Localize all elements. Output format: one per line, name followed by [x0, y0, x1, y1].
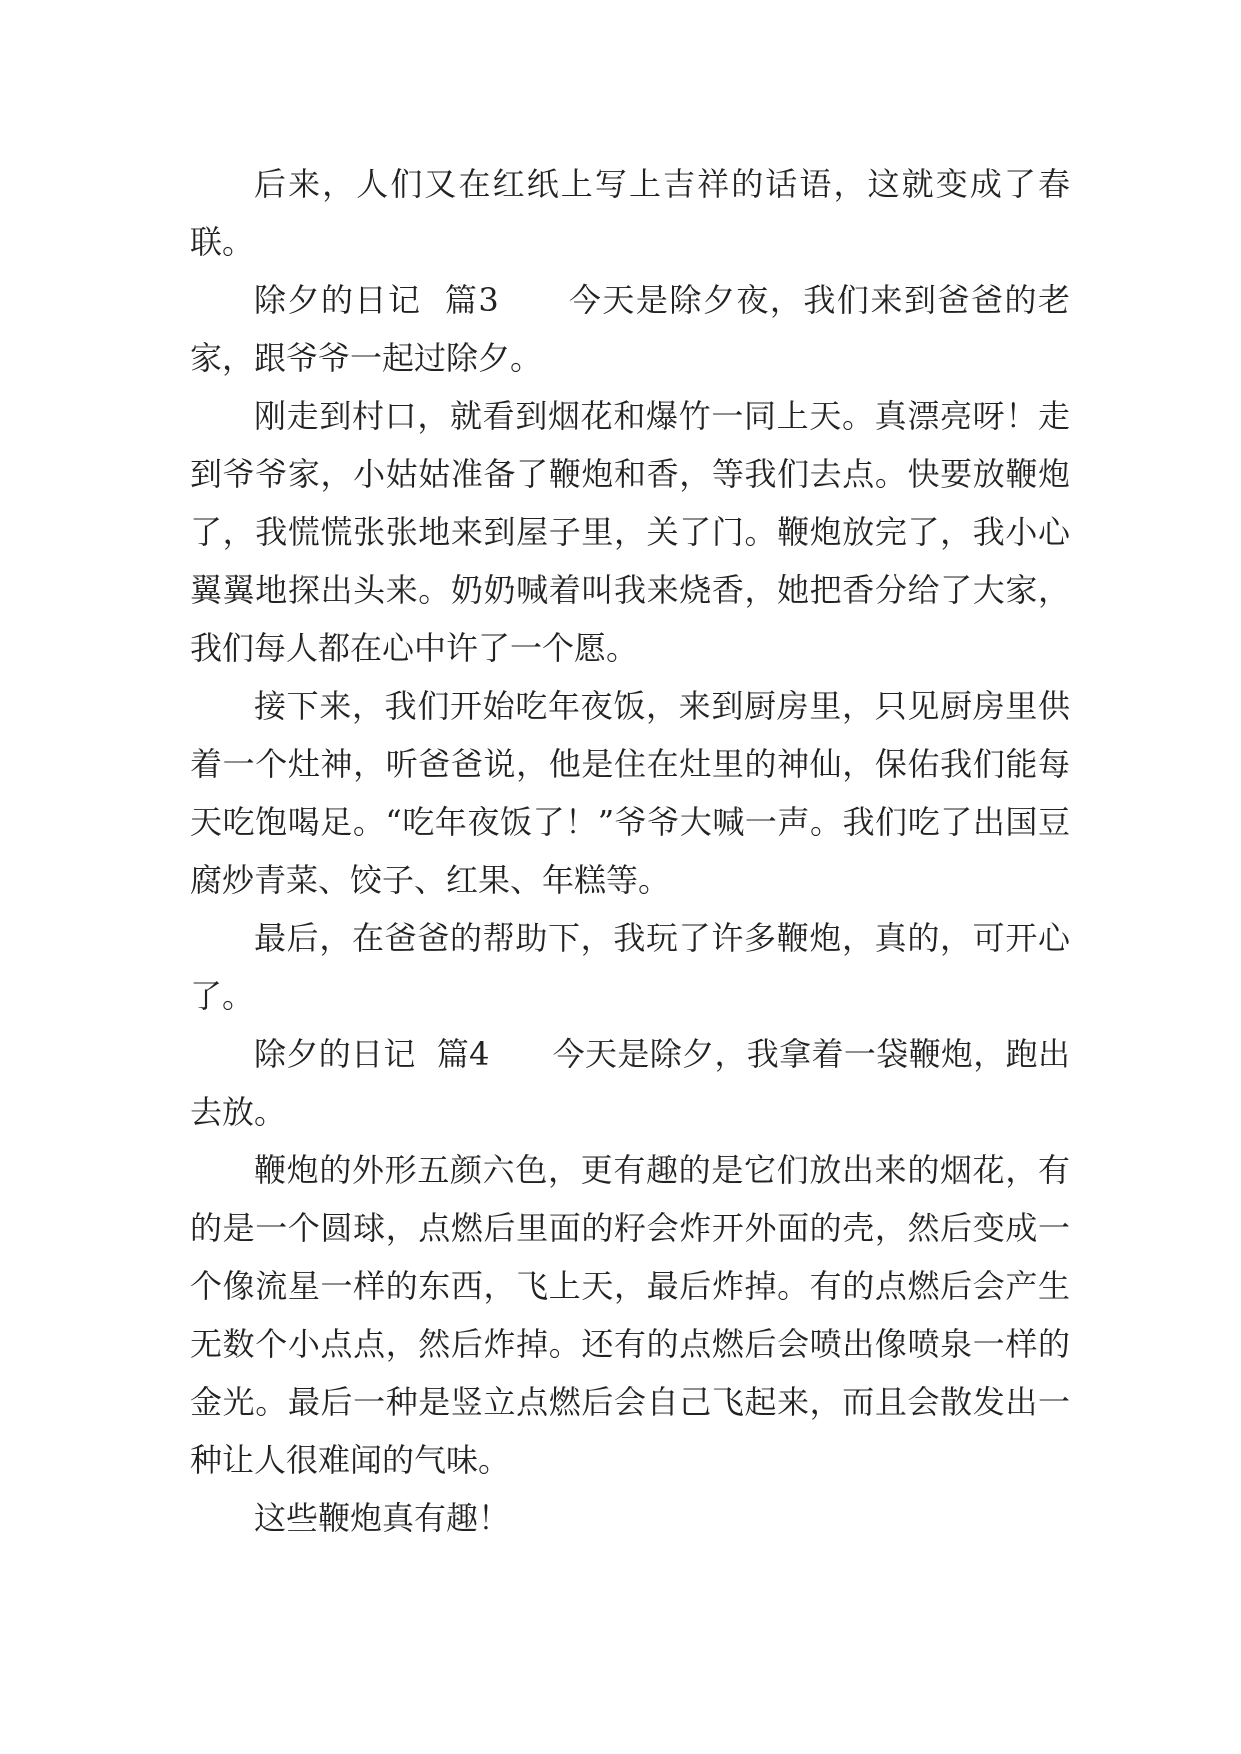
paragraph-spring-couplets: 后来，人们又在红纸上写上吉祥的话语，这就变成了春联。: [190, 165, 1070, 261]
paragraph-firecracker-types: 鞭炮的外形五颜六色，更有趣的是它们放出来的烟花，有的是一个圆球，点燃后里面的籽会炸开外面的壳，然后变成一个像流星一样的东西，飞上天，最后炸掉。有的点燃后会产生无数个小点点，然后炸掉。还有的点燃后会喷出像喷泉一样的金光。最后一种是竖立点燃后会自己飞起来，而且会散发出一种让人很难闻的气味。: [190, 1151, 1070, 1479]
paragraph-village-fireworks: 刚走到村口，就看到烟花和爆竹一同上天。真漂亮呀！走到爷爷家，小姑姑准备了鞭炮和香，等我们去点。快要放鞭炮了，我慌慌张张地来到屋子里，关了门。鞭炮放完了，我小心翼翼地探出头来。奶奶喊着叫我来烧香，她把香分给了大家，我们每人都在心中许了一个愿。: [190, 397, 1070, 667]
paragraph-closing: 这些鞭炮真有趣！: [254, 1499, 511, 1537]
document-body: [190, 155, 1070, 1547]
paragraph-new-year-dinner: 接下来，我们开始吃年夜饭，来到厨房里，只见厨房里供着一个灶神，听爸爸说，他是住在灶里的神仙，保佑我们能每天吃饱喝足。“吃年夜饭了！”爷爷大喊一声。我们吃了出国豆腐炒青菜、饺子、红果、年糕等。: [190, 687, 1070, 899]
paragraph-diary-4-intro: 除夕的日记 篇4 今天是除夕，我拿着一袋鞭炮，跑出去放。: [190, 1035, 1070, 1131]
paragraph-diary-3-intro: 除夕的日记 篇3 今天是除夕夜，我们来到爸爸的老家，跟爷爷一起过除夕。: [190, 281, 1070, 377]
paragraph-firecracker-fun: 最后，在爸爸的帮助下，我玩了许多鞭炮，真的，可开心了。: [190, 919, 1070, 1015]
